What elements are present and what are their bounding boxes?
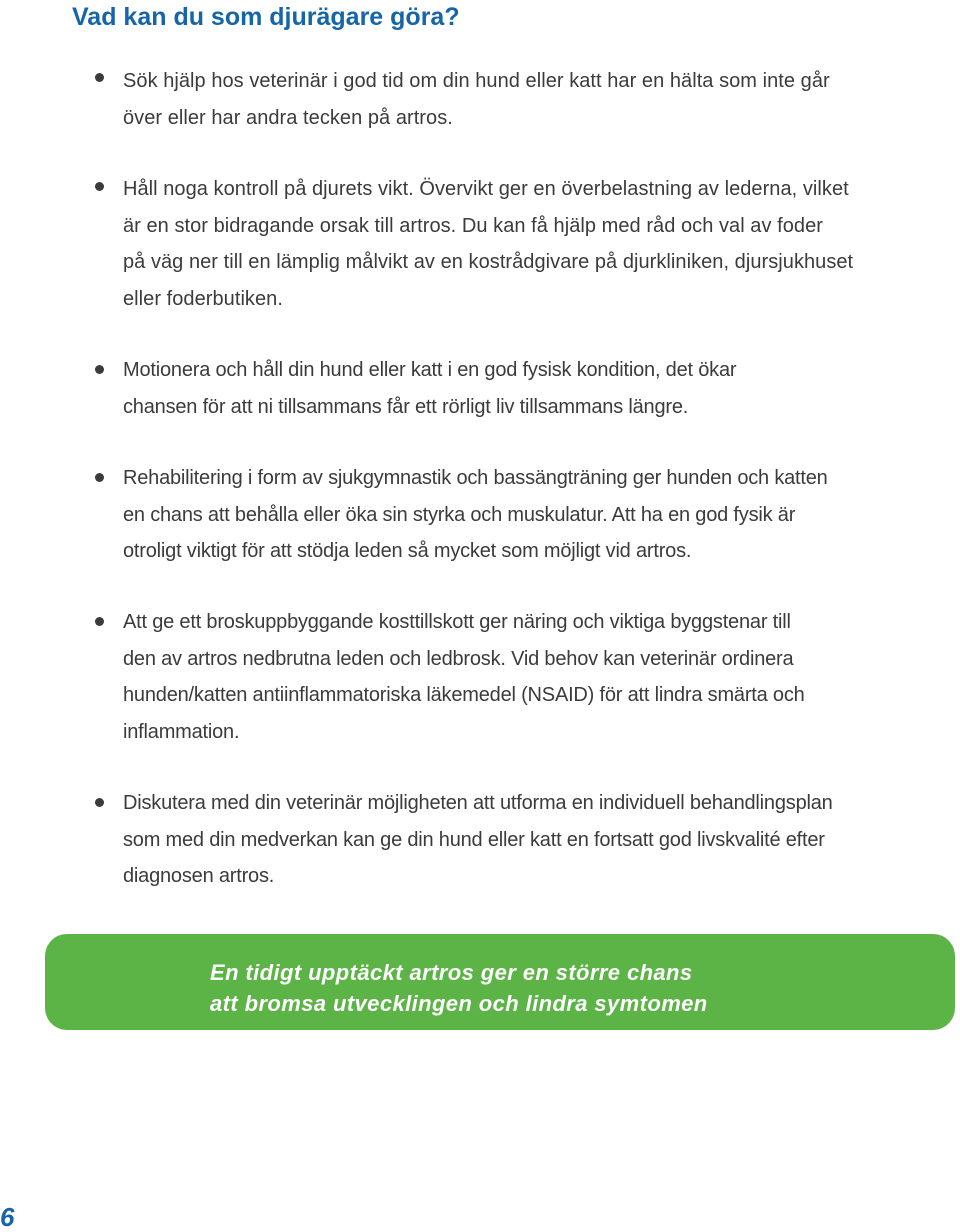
banner-line: En tidigt upptäckt artros ger en större chans xyxy=(210,960,693,985)
list-item-line: över eller har andra tecken på artros. xyxy=(123,106,453,129)
list-item xyxy=(123,460,913,570)
banner-text xyxy=(210,957,708,1019)
banner-line: att bromsa utvecklingen och lindra symtomen xyxy=(210,991,708,1016)
bullet-dot xyxy=(95,617,104,626)
list-item-line: på väg ner till en lämplig målvikt av en kostrådgivare på djurkliniken, djursjukhuset xyxy=(123,251,854,273)
list-item-line: Rehabilitering i form av sjukgymnastik och bassängträning ger hunden och katten xyxy=(123,467,828,489)
list-item-line: diagnosen artros. xyxy=(123,865,275,887)
list-item xyxy=(123,785,913,895)
list-item-line: otroligt viktigt för att stödja leden så mycket som möjligt vid artros. xyxy=(123,540,692,562)
list-item-line: är en stor bidragande orsak till artros. Du kan få hjälp med råd och val av foder xyxy=(123,214,823,237)
list-item-line: Sök hjälp hos veterinär i god tid om din hund eller katt har en hälta som inte går xyxy=(123,70,830,92)
list-item xyxy=(123,352,913,425)
list-item xyxy=(123,63,913,136)
list-item-line: som med din medverkan kan ge din hund eller katt en fortsatt god livskvalité efter xyxy=(123,828,825,851)
bullet-dot xyxy=(95,473,104,482)
list-item-line: Att ge ett broskuppbyggande kosttillskott ger näring och viktiga byggstenar till xyxy=(123,611,791,633)
list-item-line: eller foderbutiken. xyxy=(123,287,283,310)
list-item-line: inflammation. xyxy=(123,720,240,743)
list-item-line: en chans att behålla eller öka sin styrka och muskulatur. Att ha en god fysik är xyxy=(123,503,796,526)
bullet-dot xyxy=(95,798,104,807)
list-item xyxy=(123,604,913,750)
page-heading: Vad kan du som djurägare göra? xyxy=(72,3,460,31)
bullet-dot xyxy=(95,73,104,82)
list-item-line: den av artros nedbrutna leden och ledbrosk. Vid behov kan veterinär ordinera xyxy=(123,647,794,670)
list-item xyxy=(123,171,913,317)
list-item-line: chansen för att ni tillsammans får ett rörligt liv tillsammans längre. xyxy=(123,395,689,418)
page-number: 6 xyxy=(0,1202,15,1232)
list-item-line: Diskutera med din veterinär möjligheten att utforma en individuell behandlingsplan xyxy=(123,792,833,814)
list-item-line: Motionera och håll din hund eller katt i en god fysisk kondition, det ökar xyxy=(123,359,737,381)
bullet-dot xyxy=(95,182,104,191)
list-item-line: Håll noga kontroll på djurets vikt. Övervikt ger en överbelastning av lederna, vilket xyxy=(123,178,849,200)
list-item-line: hunden/katten antiinflammatoriska läkemedel (NSAID) för att lindra smärta och xyxy=(123,684,805,706)
bullet-dot xyxy=(95,365,104,374)
